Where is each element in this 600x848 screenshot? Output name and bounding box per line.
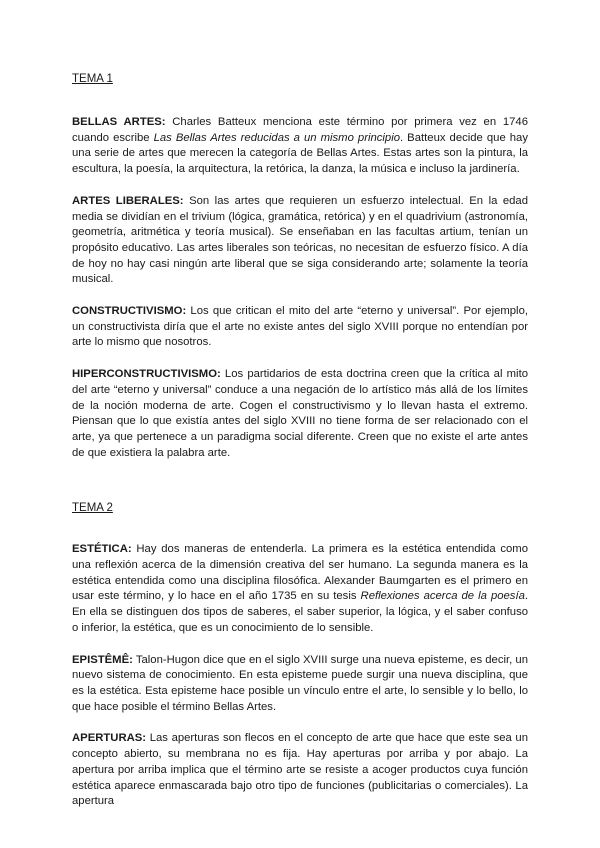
document-page xyxy=(72,72,528,826)
term-bellas-artes: BELLAS ARTES: xyxy=(72,116,166,128)
entry-hiperconstructivismo xyxy=(72,367,528,461)
entry-constructivismo xyxy=(72,304,528,351)
definition-text: Talon-Hugon dice que en el siglo XVIII surge una nueva episteme, es decir, un nuevo sistema de conocimiento. En esta episteme puede surgir una nueva disciplina, que es la estética. Esta episteme hace posible un vínculo entre el arte, lo sensible y lo bello, lo que hace posible el término Bellas Artes. xyxy=(72,653,528,713)
term-estetica: ESTÉTICA: xyxy=(72,543,132,556)
entry-artes-liberales xyxy=(72,194,528,288)
definition-text: Son las artes que requieren un esfuerzo intelectual. En la edad media se dividían en el trivium (lógica, gramática, retórica) y en el quadrivium (astronomía, geometría, aritmética y teoría musical). Se enseñaban en las facultas artium, tenían un propósito educativo. Las artes liberales son teóricas, no necesitan de esfuerzo físico. A día de hoy no hay casi ningún arte liberal que se siga considerando arte; solamente la teoría musical. xyxy=(72,194,528,286)
definition-text: . Batteux decide que hay una serie de artes que merecen la categoría de Bellas Artes. Estas artes son la pintura, la escultura, la poesía, la arquitectura, la retórica, la danza, la música e incluso la jardinería. xyxy=(72,131,528,176)
definition-text: Los que critican el mito del arte “eterno y universal”. Por ejemplo, un constructivista diría que el arte no existe antes del siglo XVIII porque no entendían por arte lo mismo que nosotros. xyxy=(72,305,528,349)
entry-aperturas xyxy=(72,731,528,810)
definition-text: Hay dos maneras de entenderla. La primera es la estética entendida como una reflexión acerca de la dimensión creativa del ser humano. La segunda manera es la estética entendida como una disciplina filosófica. Alexander Baumgarten es el primero en usar este término, y lo hace en el año 1735 en su tesis xyxy=(72,543,528,603)
tema-2-heading: TEMA 2 xyxy=(72,502,113,515)
term-aperturas: APERTURAS: xyxy=(72,732,147,745)
definition-text: Charles Batteux menciona este término por primera vez en 1746 cuando escribe xyxy=(72,116,528,144)
definition-text: Las aperturas son flecos en el concepto de arte que hace que este sea un concepto abierto, su membrana no es fija. Hay aperturas por arriba y por abajo. La apertura por arriba implica que el término arte se resiste a acoger productos cuya función estética aparece enmascarada bajo otro tipo de funciones (publicitarias o comerciales). La apertura xyxy=(72,732,528,808)
term-hiperconstructivismo: HIPERCONSTRUCTIVISMO: xyxy=(72,368,221,381)
tema-1-heading: TEMA 1 xyxy=(72,73,113,85)
thesis-title: Reflexiones acerca de la poesía xyxy=(360,590,525,603)
definition-text: . En ella se distinguen dos tipos de saberes, el saber superior, la lógica, y el saber confuso o inferior, la estética, que es un conocimiento de lo sensible. xyxy=(72,590,528,634)
term-artes-liberales: ARTES LIBERALES: xyxy=(72,194,184,207)
entry-bellas-artes xyxy=(72,115,528,178)
book-title: Las Bellas Artes reducidas a un mismo principio xyxy=(153,131,400,144)
term-constructivismo: CONSTRUCTIVISMO: xyxy=(72,305,187,318)
definition-text: Los partidarios de esta doctrina creen que la crítica al mito del arte “eterno y universal” conduce a una negación de lo artístico más allá de los límites de la noción moderna de arte. Cogen el constructivismo y lo llevan hasta el extremo. Piensan que lo que existía antes del siglo XVIII no tiene forma de ser relacionado con el arte, ya que pertenece a un paradigma social diferente. Creen que no existe el arte antes de que existiera la palabra arte. xyxy=(72,368,528,459)
entry-episteme xyxy=(72,653,528,716)
entry-estetica xyxy=(72,542,528,636)
term-episteme: EPISTÊMÊ: xyxy=(72,653,133,666)
